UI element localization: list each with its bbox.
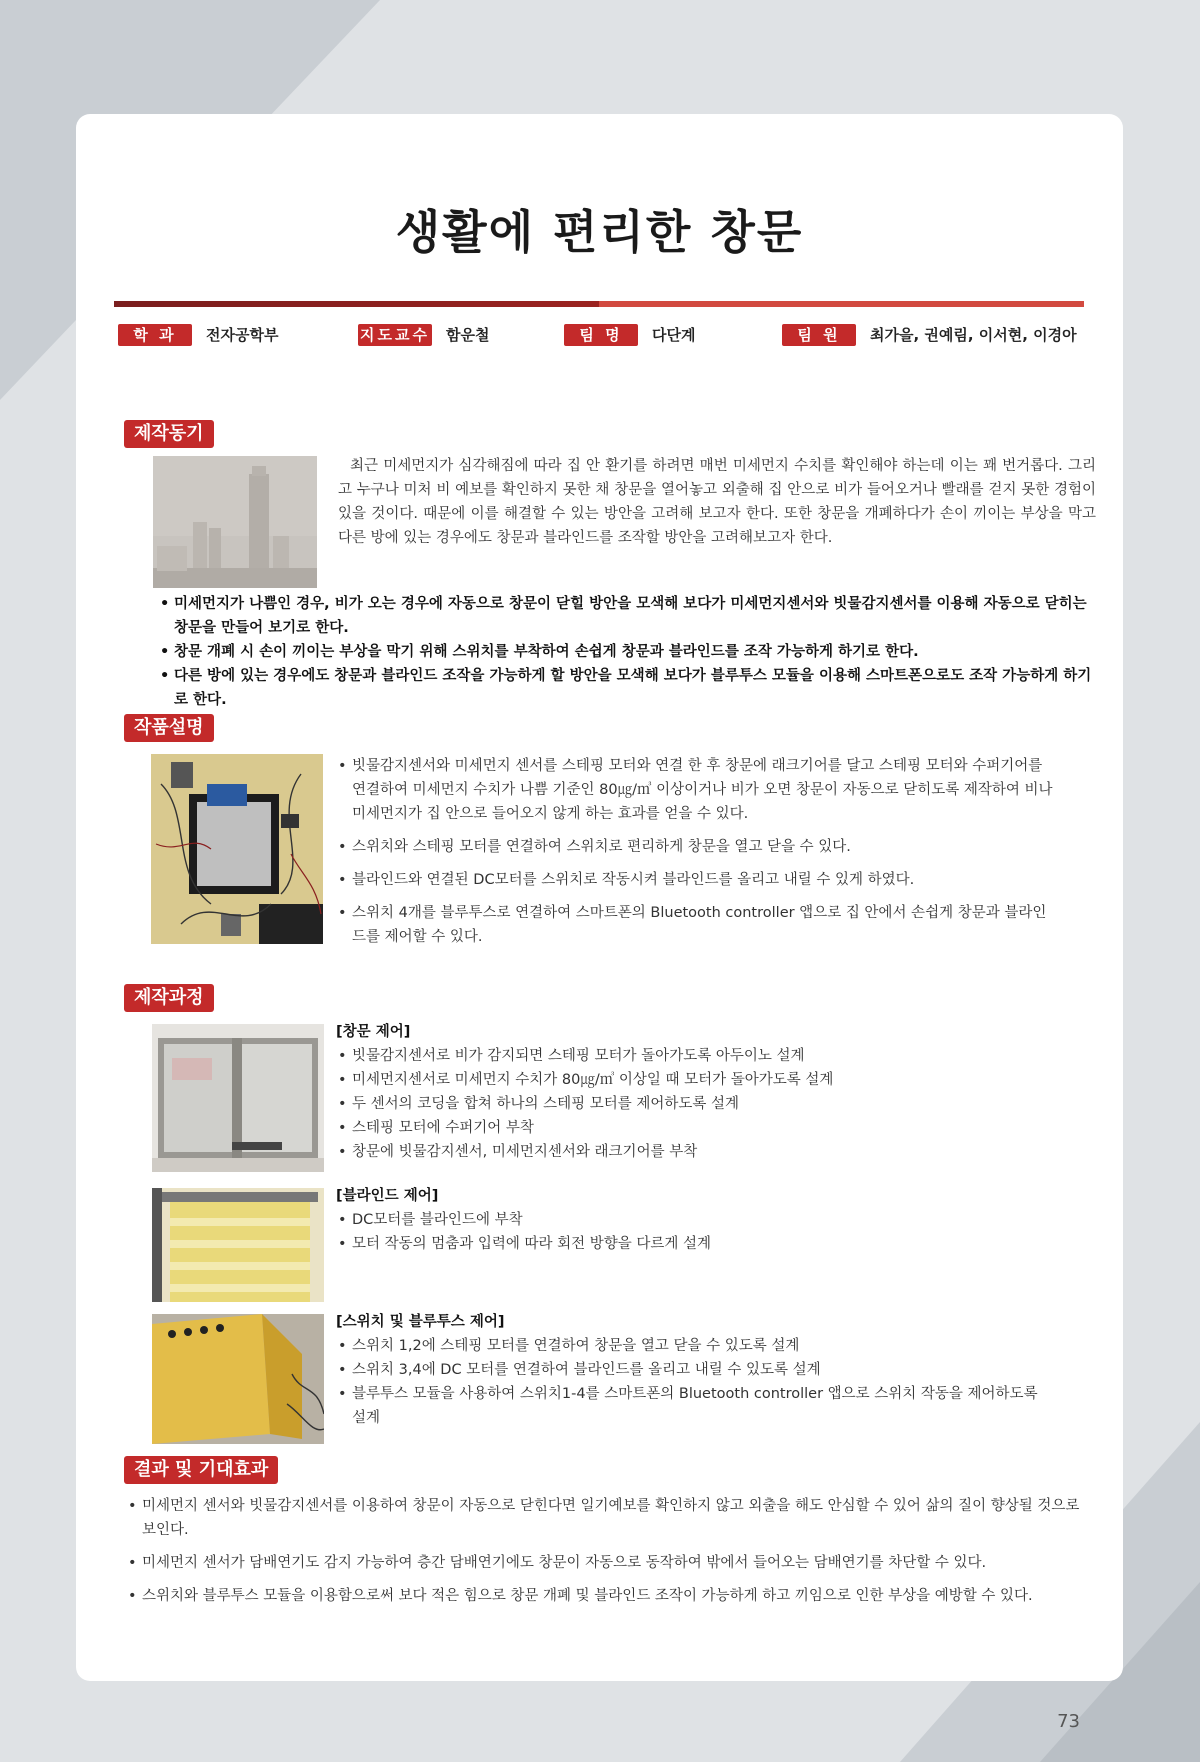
list-item: • 모터 작동의 멈춤과 입력에 따라 회전 방향을 다르게 설계 [336, 1232, 1056, 1256]
sub-heading: [블라인드 제어] [336, 1188, 439, 1204]
sub-heading: [스위치 및 블루투스 제어] [336, 1314, 505, 1330]
info-label-team-name: 팀 명 [564, 324, 638, 346]
info-value-members: 최가을, 권예림, 이서현, 이경아 [870, 326, 1077, 344]
list-item: • 미세먼지 센서가 담배연기도 감지 가능하여 층간 담배연기에도 창문이 자동으로 동작하여 밖에서 들어오는 담배연기를 차단할 수 있다. [126, 1551, 1086, 1575]
photo-circuit-board [151, 754, 323, 944]
list-item: • 블라인드와 연결된 DC모터를 스위치로 작동시켜 블라인드를 올리고 내릴 수 있게 하였다. [336, 868, 1056, 892]
info-label-members: 팀 원 [782, 324, 856, 346]
list-item: • 스위치와 스테핑 모터를 연결하여 스위치로 편리하게 창문을 열고 닫을 수 있다. [336, 835, 1056, 859]
process-switch-bluetooth-control [336, 1310, 1056, 1430]
list-item: • 창문 개폐 시 손이 끼이는 부상을 막기 위해 스위치를 부착하여 손쉽게 창문과 블라인드를 조작 가능하게 하기로 한다. [158, 640, 1098, 664]
info-value-advisor: 함운철 [446, 326, 490, 344]
project-info [118, 322, 1088, 348]
list-item: • 미세먼지가 나쁨인 경우, 비가 오는 경우에 자동으로 창문이 닫힐 방안을 모색해 보다가 미세먼지센서와 빗물감지센서를 이용해 자동으로 닫히는 창문을 만들어 보기로 한다. [158, 592, 1098, 640]
info-value-department: 전자공학부 [206, 326, 279, 344]
photo-smog-city [153, 456, 317, 588]
motivation-bullets [158, 592, 1098, 712]
list-item: • 스위치 3,4에 DC 모터를 연결하여 블라인드를 올리고 내릴 수 있도록 설계 [336, 1358, 1056, 1382]
list-item: • 빗물감지센서로 비가 감지되면 스테핑 모터가 돌아가도록 아두이노 설계 [336, 1044, 1056, 1068]
list-item: • 두 센서의 코딩을 합쳐 하나의 스테핑 모터를 제어하도록 설계 [336, 1092, 1056, 1116]
section-tag-process: 제작과정 [124, 984, 214, 1012]
list-item: • 블루투스 모듈을 사용하여 스위치1-4를 스마트폰의 Bluetooth controller 앱으로 스위치 작동을 제어하도록 설계 [336, 1382, 1056, 1430]
list-item: • 스위치 1,2에 스테핑 모터를 연결하여 창문을 열고 닫을 수 있도록 설계 [336, 1334, 1056, 1358]
info-label-advisor: 지도교수 [358, 324, 432, 346]
motivation-paragraph [338, 454, 1096, 550]
list-item: • 다른 방에 있는 경우에도 창문과 블라인드 조작을 가능하게 할 방안을 모색해 보다가 블루투스 모듈을 이용해 스마트폰으로도 조작 가능하게 하기로 한다. [158, 664, 1098, 712]
process-window-control [336, 1020, 1056, 1164]
info-value-team-name: 다단계 [652, 326, 696, 344]
motivation-text: 최근 미세먼지가 심각해짐에 따라 집 안 환기를 하려면 매번 미세먼지 수치를 확인해야 하는데 이는 꽤 번거롭다. 그리고 누구나 미처 비 예보를 확인하지 못한 채 창문을 열어놓고 외출해 집 안으로 비가 들어오거나 빨래를 걷지 못한 경험이 있을 것이다. 때문에 이를 해결할 수 있는 방안을 고려해 보고자 한다. 또한 창문을 개폐하다가 손이 끼이는 부상을 막고 다른 방에 있는 경우에도 창문과 블라인드를 조작할 방안을 고려해보고자 한다. [338, 458, 1096, 546]
list-item: • 빗물감지센서와 미세먼지 센서를 스테핑 모터와 연결 한 후 창문에 래크기어를 달고 스테핑 모터와 수퍼기어를 연결하여 미세먼지 수치가 나쁨 기준인 80㎍/㎥ 이상이거나 비가 오면 창문이 자동으로 닫히도록 제작하여 비나 미세먼지가 집 안으로 들어오지 않게 하는 효과를 얻을 수 있다. [336, 754, 1056, 826]
page-number: 73 [1057, 1711, 1080, 1732]
list-item: • 미세먼지센서로 미세먼지 수치가 80㎍/㎥ 이상일 때 모터가 돌아가도록 설계 [336, 1068, 1056, 1092]
page-card [76, 114, 1123, 1681]
sub-heading: [창문 제어] [336, 1024, 411, 1040]
section-tag-motivation: 제작동기 [124, 420, 214, 448]
list-item: • 스위치 4개를 블루투스로 연결하여 스마트폰의 Bluetooth controller 앱으로 집 안에서 손쉽게 창문과 블라인드를 제어할 수 있다. [336, 901, 1056, 949]
photo-blind [152, 1188, 324, 1302]
photo-window-frame [152, 1024, 324, 1172]
results-bullets [126, 1494, 1086, 1608]
page-title: 생활에 편리한 창문 [395, 205, 804, 259]
list-item: • 미세먼지 센서와 빗물감지센서를 이용하여 창문이 자동으로 닫힌다면 일기예보를 확인하지 않고 외출을 해도 안심할 수 있어 삶의 질이 향상될 것으로 보인다. [126, 1494, 1086, 1542]
list-item: • 스위치와 블루투스 모듈을 이용함으로써 보다 적은 힘으로 창문 개폐 및 블라인드 조작이 가능하게 하고 끼임으로 인한 부상을 예방할 수 있다. [126, 1584, 1086, 1608]
title-divider [114, 301, 1084, 307]
section-tag-description: 작품설명 [124, 714, 214, 742]
section-tag-results: 결과 및 기대효과 [124, 1456, 278, 1484]
list-item: • 창문에 빗물감지센서, 미세먼지센서와 래크기어를 부착 [336, 1140, 1056, 1164]
info-label-department: 학 과 [118, 324, 192, 346]
description-bullets [336, 754, 1056, 949]
process-blind-control [336, 1184, 1056, 1256]
list-item: • DC모터를 블라인드에 부착 [336, 1208, 1056, 1232]
list-item: • 스테핑 모터에 수퍼기어 부착 [336, 1116, 1056, 1140]
photo-switch-box [152, 1314, 324, 1444]
